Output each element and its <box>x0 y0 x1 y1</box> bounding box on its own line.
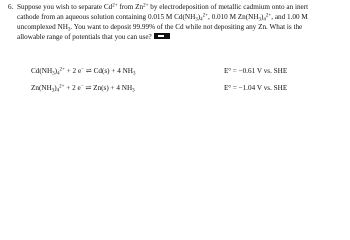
text-run: by electrodeposition of metallic cadmium onto an inert <box>148 3 309 11</box>
text-run: E <box>224 84 229 92</box>
superscript: 2+ <box>143 3 149 9</box>
problem-line-3 <box>8 23 344 33</box>
subscript: 3 <box>52 71 55 77</box>
subscript: 4 <box>56 88 60 94</box>
subscript: 4 <box>263 17 266 23</box>
text-run: ⇌ Cd(s) + 4 NH <box>83 67 133 75</box>
text-run: ⇌ Zn(s) + 4 NH <box>83 84 133 92</box>
subscript: 3 <box>67 27 71 33</box>
text-run: ) <box>54 84 57 92</box>
line-text <box>17 13 308 21</box>
text-run: = −0.61 V vs. SHE <box>230 67 288 75</box>
text-run: Zn(NH <box>31 84 52 92</box>
text-run: from Zn <box>117 3 144 11</box>
reaction-2-potential <box>224 84 287 93</box>
superscript: 2+ <box>59 84 65 90</box>
superscript: o <box>228 67 231 73</box>
text-run: ) <box>197 12 201 21</box>
text-run: . You want to deposit 99.99% of the Cd while not depositing any Zn. What is the <box>70 22 303 31</box>
subscript: 3 <box>195 17 198 23</box>
superscript: 2+ <box>265 13 272 19</box>
problem-line-1 <box>8 3 344 13</box>
superscript: − <box>81 67 84 73</box>
text-run: allowable range of potentials that you can use? <box>17 32 152 41</box>
superscript: − <box>80 84 84 90</box>
redaction-mark <box>154 33 170 39</box>
text-run: uncomplexed NH <box>17 22 68 31</box>
text-run: cathode from an aqueous solution containing 0.015 M Cd(NH <box>17 12 196 21</box>
text-run: + 2 e <box>64 84 81 92</box>
text-run: E <box>224 67 229 75</box>
subscript: 4 <box>57 71 60 77</box>
line-text <box>17 23 302 31</box>
line-text <box>17 3 308 11</box>
text-run: , 0.010 M Zn(NH <box>208 12 259 21</box>
problem-line-4 <box>8 33 344 43</box>
subscript: 3 <box>258 17 262 23</box>
text-run: = −1.04 V vs. SHE <box>230 84 288 92</box>
text-run: , and 1.00 M <box>271 12 308 21</box>
reaction-1-equation <box>31 67 135 76</box>
superscript: 2+ <box>202 13 208 19</box>
problem-number: 6. <box>8 3 14 11</box>
subscript: 4 <box>200 17 203 23</box>
subscript: 3 <box>132 71 136 77</box>
text-run: Cd(NH <box>31 67 53 75</box>
text-run: ) <box>261 12 264 21</box>
superscript: 2+ <box>59 67 65 73</box>
superscript: 2+ <box>112 3 118 9</box>
reaction-2-equation <box>31 84 135 93</box>
text-run: + 2 e <box>64 67 82 75</box>
subscript: 3 <box>132 88 135 94</box>
problem-text <box>8 3 344 43</box>
subscript: 3 <box>51 88 55 94</box>
reaction-1-potential <box>224 67 287 76</box>
text-run: ) <box>54 67 58 75</box>
superscript: o <box>228 84 231 90</box>
text-run: Suppose you wish to separate Cd <box>17 3 113 11</box>
problem-line-2 <box>8 13 344 23</box>
line-text <box>17 33 152 41</box>
